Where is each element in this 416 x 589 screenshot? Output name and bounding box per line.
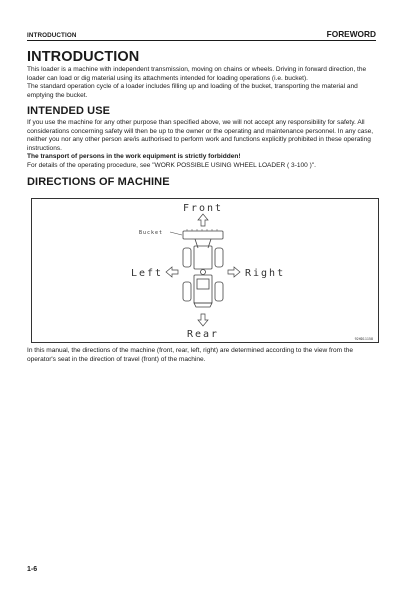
intro-paragraph: The standard operation cycle of a loader includes filling up and loading of the bucket, transporting the material and emptying the bucket. xyxy=(27,83,358,99)
machine-directions-diagram xyxy=(32,199,378,342)
machine-directions-figure xyxy=(31,198,379,343)
page-number: 1-6 xyxy=(27,566,38,573)
arrow-right-icon xyxy=(228,267,240,277)
arrow-up-icon xyxy=(198,214,208,226)
intro-text xyxy=(27,66,379,100)
figure-code: 92HD11158 xyxy=(354,337,373,341)
directions-heading: DIRECTIONS OF MACHINE xyxy=(27,176,170,188)
intended-use-warning: The transport of persons in the work equipment is strictly forbidden! xyxy=(27,153,241,161)
header-section-right: FOREWORD xyxy=(326,29,376,39)
header-rule xyxy=(27,40,376,41)
directions-caption-text: In this manual, the directions of the machine (front, rear, left, right) are determined according to the view from the operator's seat in the direction of travel (front) of the machine. xyxy=(27,347,354,363)
right-label: Right xyxy=(245,268,286,279)
bucket-label: Bucket xyxy=(139,230,164,236)
intended-use-heading: INTENDED USE xyxy=(27,105,111,117)
directions-caption xyxy=(27,347,379,364)
page-title: INTRODUCTION xyxy=(27,49,140,65)
rear-label: Rear xyxy=(186,329,220,340)
header-section-left: INTRODUCTION xyxy=(27,32,77,39)
intended-use-reference: For details of the operating procedure, see "WORK POSSIBLE USING WHEEL LOADER ( 3-100 )". xyxy=(27,161,316,169)
intended-use-text xyxy=(27,119,379,171)
arrow-down-icon xyxy=(198,314,208,326)
left-label: Left xyxy=(131,268,164,279)
bucket-leader-line xyxy=(170,232,182,235)
front-label: Front xyxy=(182,203,224,214)
intro-paragraph: This loader is a machine with independent transmission, moving on chains or wheels. Driving in forward direction, the loader can load or dig material using its attachments intended for loading operations (i.e. bucket). xyxy=(27,66,367,82)
arrow-left-icon xyxy=(166,267,178,277)
loader-top-view-icon xyxy=(183,229,223,307)
intended-use-paragraph: If you use the machine for any other purpose than specified above, we will not accept any responsibility for safety. All considerations concerning safety will then be up to the owner or the operating and maintenance personnel. In any case, neither you nor any other person are/is authorised to perform work and functions explicitly prohibited in these operating instructions. xyxy=(27,119,374,152)
